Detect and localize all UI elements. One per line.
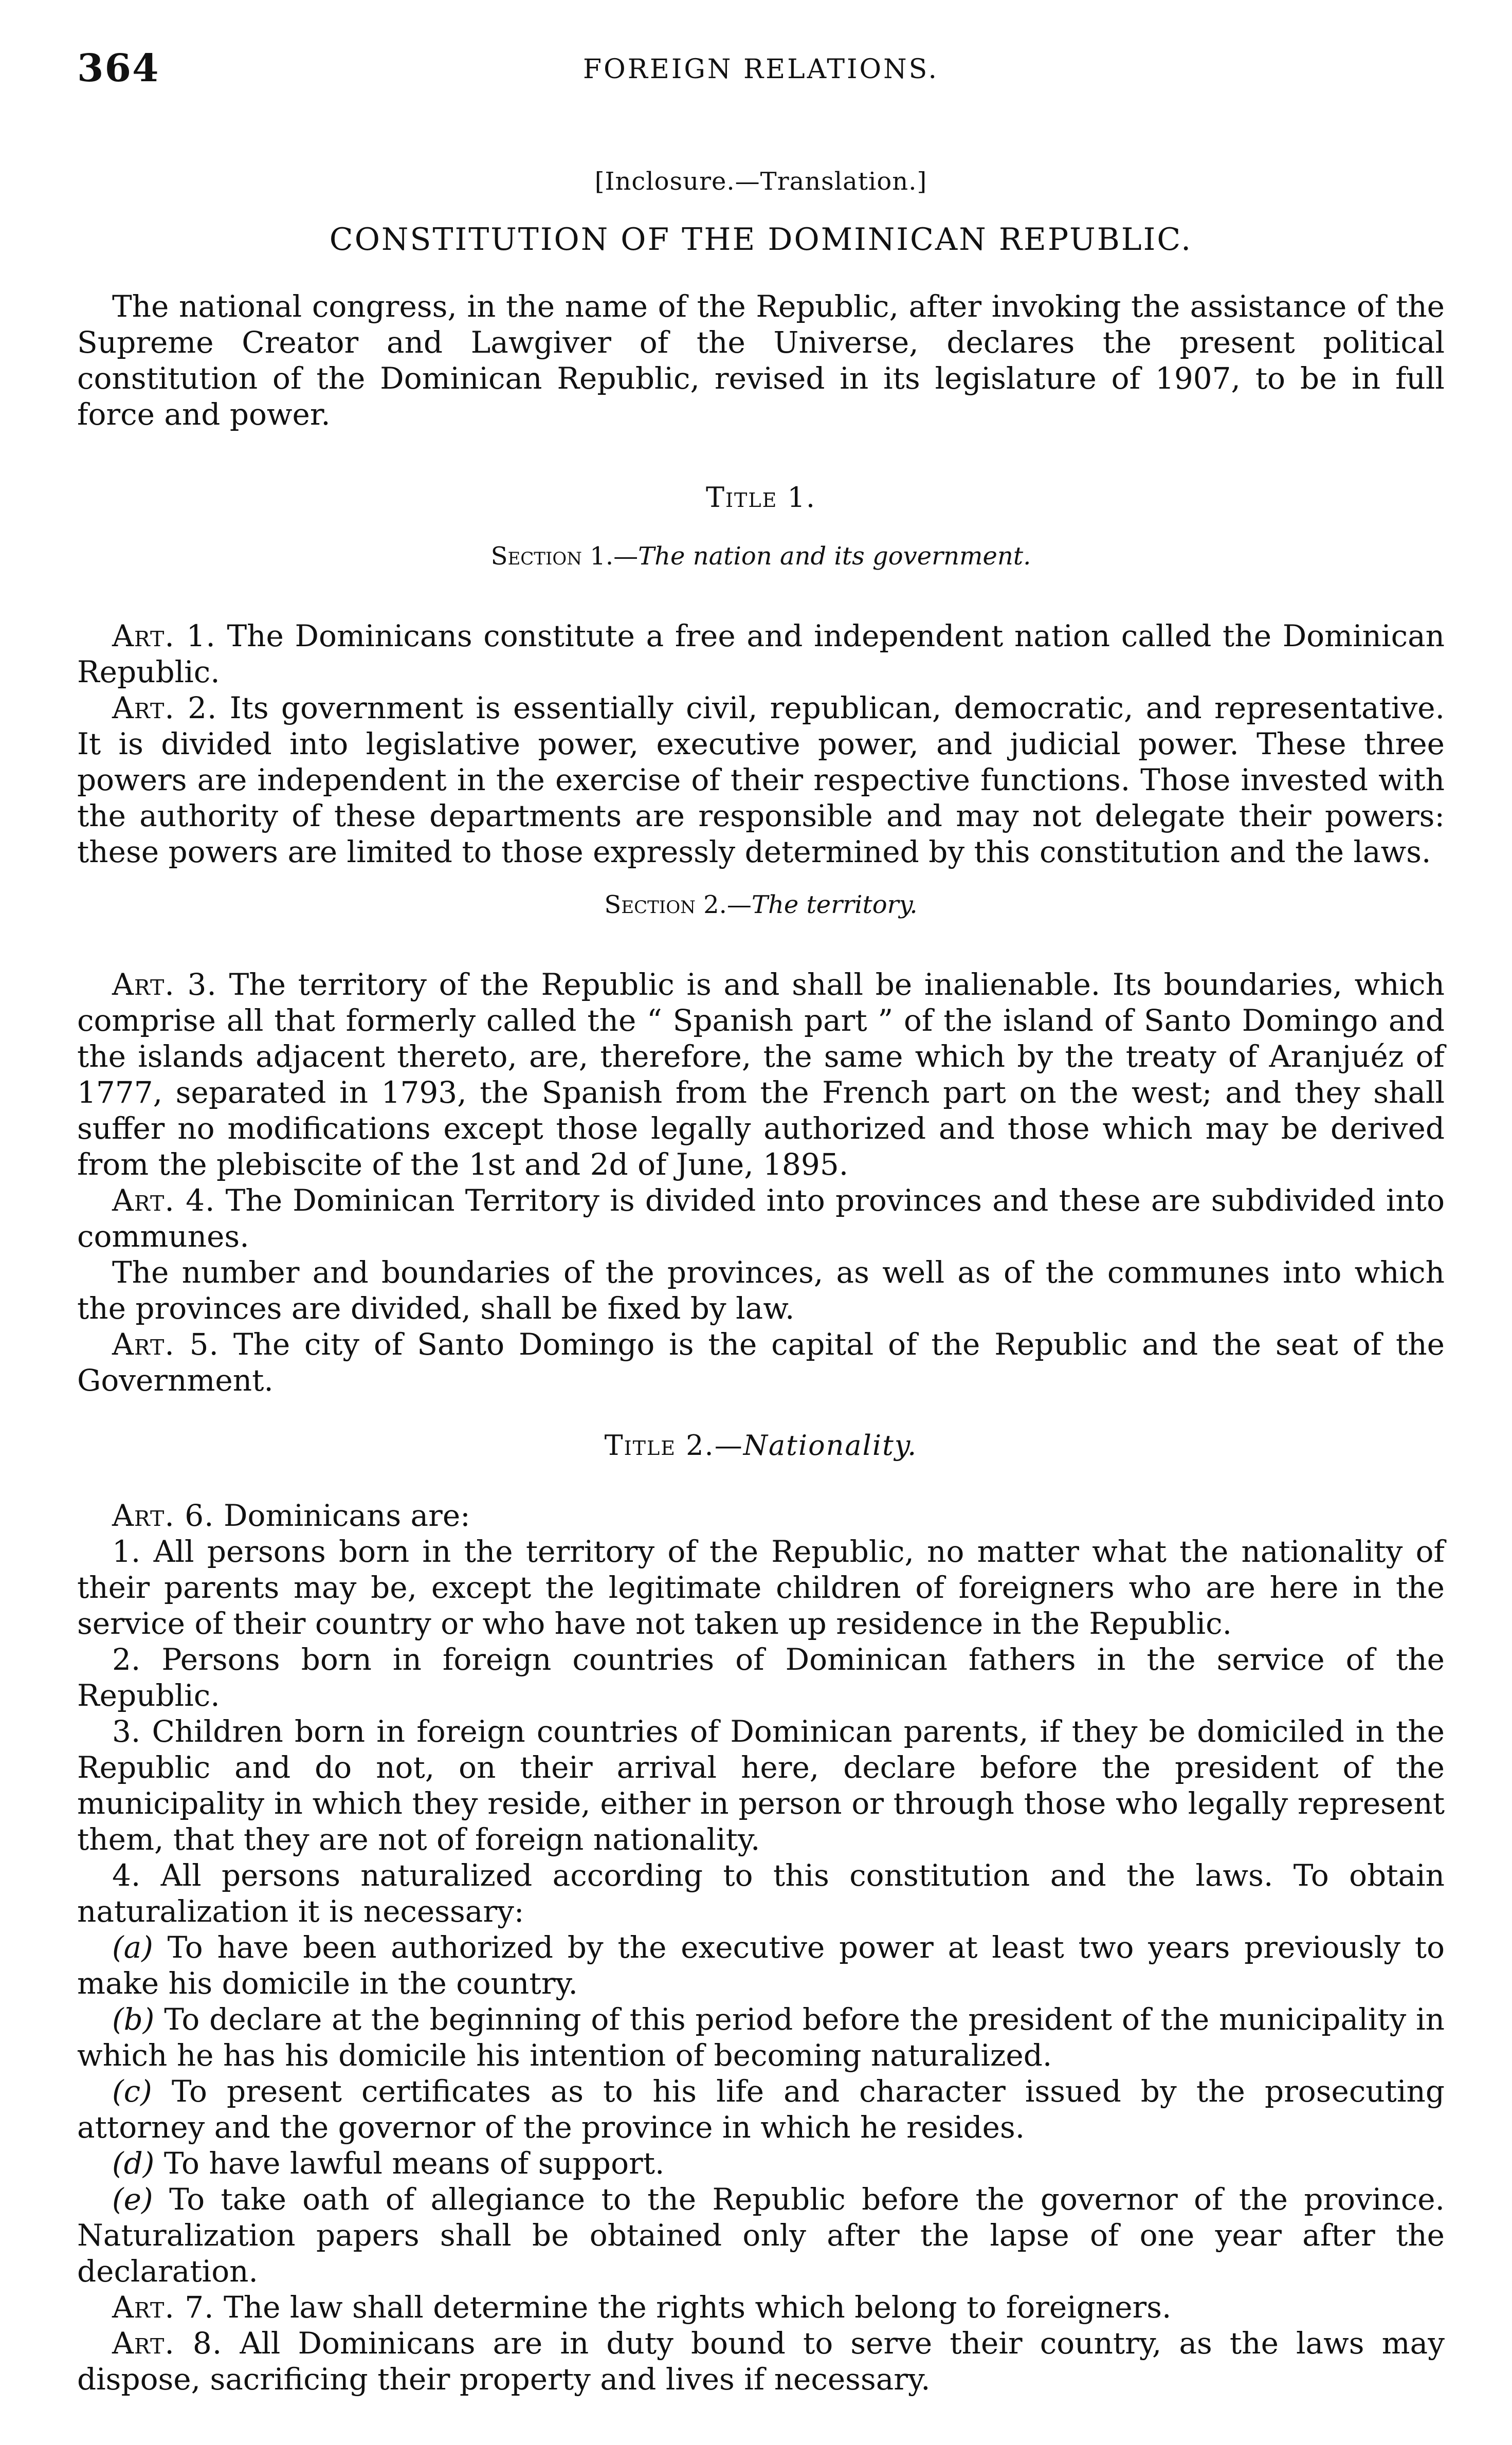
article-7-label: Art. 7. <box>112 2290 214 2325</box>
section-2-heading <box>77 890 1445 919</box>
article-8 <box>77 2325 1445 2397</box>
sub-d-label: (d) <box>112 2146 155 2181</box>
sub-e-label: (e) <box>112 2182 153 2217</box>
section-1-heading <box>77 542 1445 571</box>
article-8-text: All Dominicans are in duty bound to serve their country, as the laws may dispose, sacrificing their property and lives if necessary. <box>77 2326 1445 2397</box>
article-6-item-3: 3. Children born in foreign countries of Dominican parents, if they be domiciled in the Republic and do not, on their arrival here, declare before the president of the municipality in which they reside, either in person or through those who legally represent them, that they are not of foreign nationality. <box>77 1714 1445 1857</box>
article-4 <box>77 1182 1445 1254</box>
section-2-name: The territory. <box>751 890 918 919</box>
title-2-name: Nationality. <box>743 1429 918 1462</box>
sub-b-label: (b) <box>112 2002 155 2037</box>
page-number: 364 <box>77 46 160 90</box>
article-3-text: The territory of the Republic is and shall be inalienable. Its boundaries, which comprise all that formerly called the “ Spanish part ” of the island of Santo Domingo and the islands adjacent thereto, are, therefore, the same which by the treaty of Aranjuéz of 1777, separated in 1793, the Spanish from the French part on the west; and they shall suffer no modifications except those legally authorized and those which may be derived from the plebiscite of the 1st and 2d of June, 1895. <box>77 967 1445 1182</box>
sub-c-text: To present certificates as to his life and character issued by the prosecuting attorney and the governor of the province in which he resides. <box>77 2074 1445 2145</box>
article-2-text: Its government is essentially civil, republican, democratic, and representative. It is divided into legislative power, executive power, and judicial power. These three powers are independent in the exercise of their respective functions. Those invested with the authority of these departments are responsible and may not delegate their powers: these powers are limited to those expressly determined by this constitution and the laws. <box>77 690 1445 869</box>
article-4-paragraph-2: The number and boundaries of the provinces, as well as of the communes into which the provinces are divided, shall be fixed by law. <box>77 1255 1445 1326</box>
article-5-label: Art. 5. <box>112 1327 219 1362</box>
article-6-item-4: 4. All persons naturalized according to this constitution and the laws. To obtain naturalization it is necessary: <box>77 1858 1445 1929</box>
title-2-heading <box>77 1429 1445 1462</box>
inclosure-note: [Inclosure.—Translation.] <box>594 167 927 196</box>
article-6-item-2: 2. Persons born in foreign countries of Dominican fathers in the service of the Republic. <box>77 1642 1445 1713</box>
page-header <box>77 41 1445 98</box>
article-6-sub-d <box>77 2145 1445 2181</box>
sub-c-label: (c) <box>112 2074 152 2109</box>
preamble-paragraph: The national congress, in the name of the Republic, after invoking the assistance of the Supreme Creator and Lawgiver of the Universe, declares the present political constitution of the Dominican Republic, revised in its legislature of 1907, to be in full force and power. <box>77 289 1445 432</box>
section-2-label: Section 2.— <box>604 890 752 919</box>
article-6-item-1: 1. All persons born in the territory of the Republic, no matter what the nationality of their parents may be, except the legitimate children of foreigners who are here in the service of their country or who have not taken up residence in the Republic. <box>77 1534 1445 1641</box>
sub-a-text: To have been authorized by the executive power at least two years previously to make his domicile in the country. <box>77 1930 1445 2001</box>
sub-a-label: (a) <box>112 1930 153 1965</box>
article-7 <box>77 2289 1445 2325</box>
document-title: CONSTITUTION OF THE DOMINICAN REPUBLIC. <box>329 222 1193 258</box>
section-1-name: The nation and its government. <box>638 542 1031 571</box>
article-4-label: Art. 4. <box>112 1183 215 1218</box>
sub-e-text: To take oath of allegiance to the Republic before the governor of the province. Naturalization papers shall be obtained only after the lapse of one year after the declaration. <box>77 2182 1445 2289</box>
article-5-text: The city of Santo Domingo is the capital of the Republic and the seat of the Government. <box>77 1327 1445 1398</box>
sub-b-text: To declare at the beginning of this period before the president of the municipality in which he has his domicile his intention of becoming naturalized. <box>77 2002 1445 2073</box>
article-6-sub-a <box>77 1929 1445 2001</box>
article-6-sub-e <box>77 2181 1445 2289</box>
article-6-text: Dominicans are: <box>224 1498 470 1533</box>
article-7-text: The law shall determine the rights which belong to foreigners. <box>224 2290 1172 2325</box>
section-1-label: Section 1.— <box>490 542 639 571</box>
article-1-text: The Dominicans constitute a free and independent nation called the Dominican Republic. <box>77 618 1445 689</box>
article-6-label: Art. 6. <box>112 1498 214 1533</box>
article-6-sub-c <box>77 2073 1445 2145</box>
sub-d-text: To have lawful means of support. <box>163 2146 665 2181</box>
article-6 <box>77 1498 1445 1534</box>
article-8-label: Art. 8. <box>112 2326 223 2361</box>
article-1 <box>77 618 1445 690</box>
article-5 <box>77 1326 1445 1398</box>
title-2-label: Title 2.— <box>604 1429 743 1462</box>
article-2 <box>77 690 1445 870</box>
article-2-label: Art. 2. <box>112 690 217 725</box>
article-3-label: Art. 3. <box>112 967 217 1002</box>
article-1-label: Art. 1. <box>112 618 216 653</box>
article-4-text: The Dominican Territory is divided into provinces and these are subdivided into communes. <box>77 1183 1445 1254</box>
article-3 <box>77 966 1445 1182</box>
article-6-sub-b <box>77 2001 1445 2073</box>
running-head: FOREIGN RELATIONS. <box>583 54 939 85</box>
title-1-heading: Title 1. <box>705 481 816 514</box>
document-page <box>77 41 1445 2397</box>
